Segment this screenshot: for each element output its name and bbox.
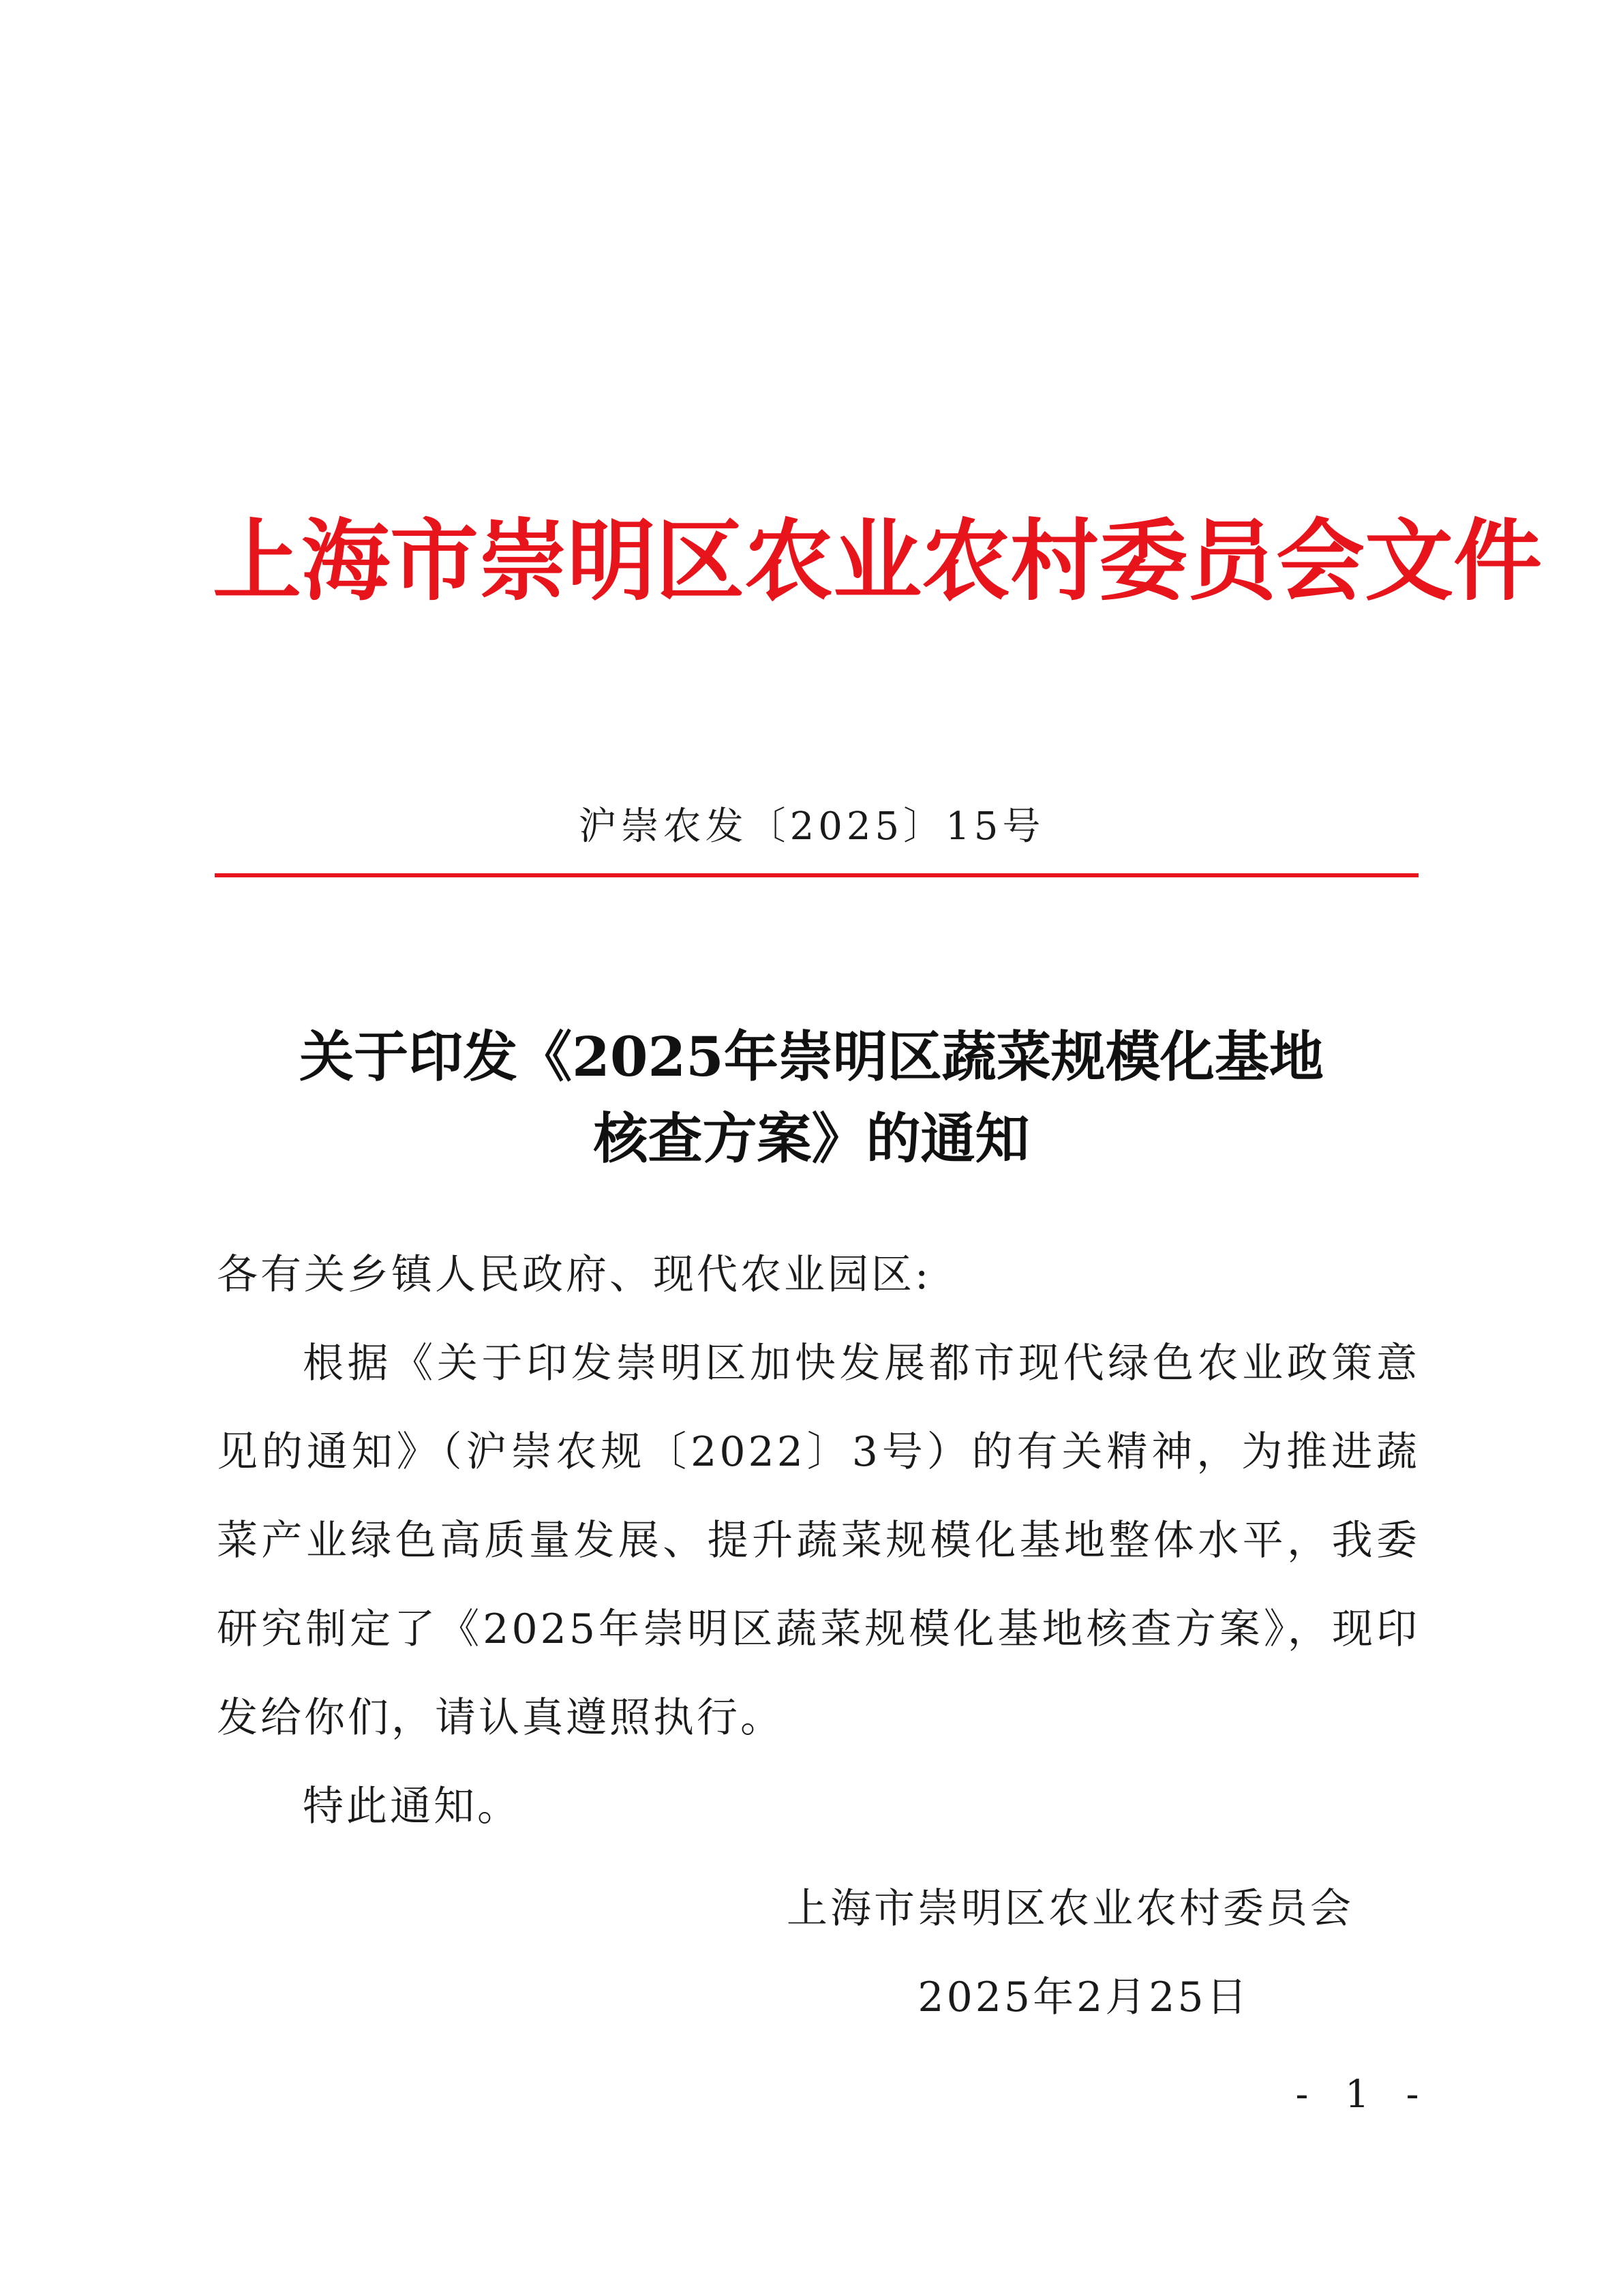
- page-number: - 1 -: [1295, 2072, 1431, 2117]
- document-number: 沪崇农发〔2025〕15号: [578, 804, 1045, 849]
- body-paragraph: 根据《关于印发崇明区加快发展都市现代绿色农业政策意见的通知》（沪崇农规〔2022〕3号）的有关精神，为推进蔬菜产业绿色高质量发展、提升蔬菜规模化基地整体水平，我委研究制定了《2025年崇明区蔬菜规模化基地核查方案》，现印发给你们，请认真遵照执行。: [217, 1340, 1420, 1742]
- title-line-2: 核查方案》的通知: [593, 1106, 1030, 1170]
- addressee-line: 各有关乡镇人民政府、现代农业园区:: [217, 1251, 932, 1299]
- closing-line: 特此通知。: [303, 1783, 521, 1830]
- masthead-divider-rule: [215, 873, 1419, 877]
- document-body: [217, 1230, 1420, 1851]
- signature-date: 2025年2月25日: [917, 1974, 1250, 2021]
- document-title: [0, 1016, 1623, 1179]
- signature-organization: 上海市崇明区农业农村委员会: [787, 1885, 1354, 1933]
- signature-block: [784, 1864, 1356, 2042]
- title-line-1: 关于印发《2025年崇明区蔬菜规模化基地: [299, 1025, 1324, 1089]
- document-masthead: 上海市崇明区农业农村委员会文件: [213, 509, 1543, 613]
